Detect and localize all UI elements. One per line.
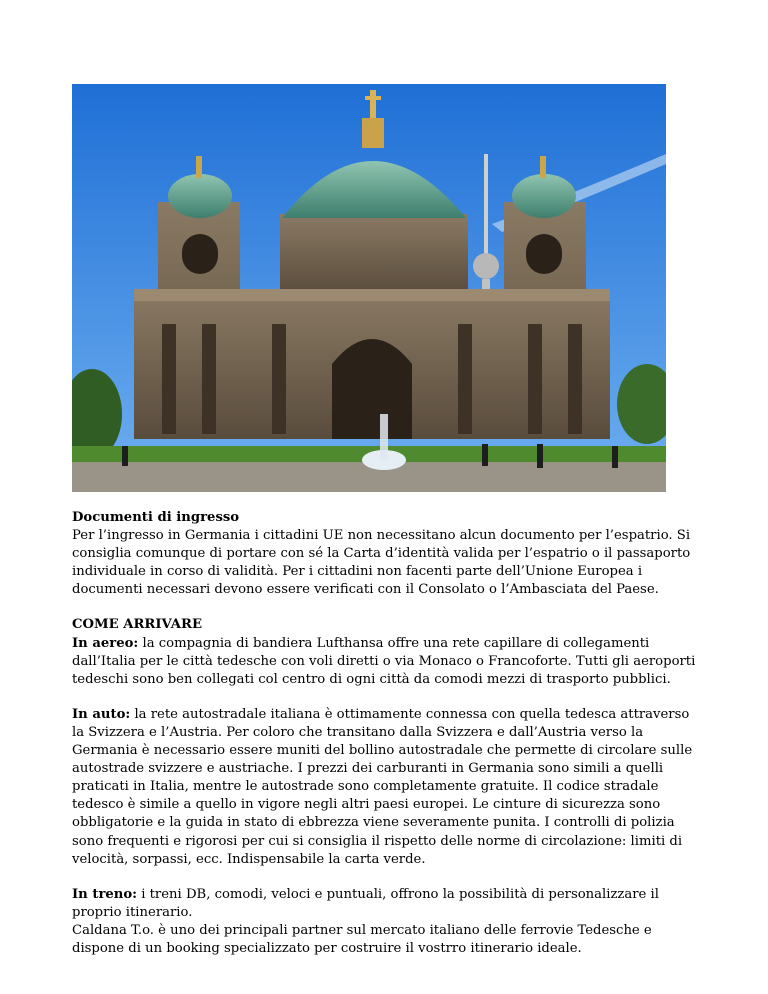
car-paragraph [72,706,702,869]
plane-text: la compagnia di bandiera Lufthansa offre una rete capillare di collegamenti dall’Italia per le città tedesche con voli diretti o via Monaco o Francoforte. Tutti gli aeroporti tedeschi sono ben collegati col centro di ogni città da comodi mezzi di trasporto pubblici. [72,635,696,687]
plane-paragraph [72,635,702,689]
arrival-train-section [72,886,702,958]
train-lead: In treno: [72,886,138,902]
documents-heading: Documenti di ingresso [72,510,240,525]
train-paragraph [72,886,702,922]
train-extra: Caldana T.o. è uno dei principali partner sul mercato italiano delle ferrovie Tedesche e dispone di un booking specializzato per costruire il vostrro itinerario ideale. [72,922,652,956]
arrival-plane-section [72,616,702,688]
train-text: i treni DB, comodi, veloci e puntuali, offrono la possibilità di personalizzare il proprio itinerario. [72,886,659,920]
plane-lead: In aereo: [72,635,139,651]
cathedral-photo [72,84,666,492]
car-lead: In auto: [72,706,131,722]
document-text [72,509,702,975]
documents-section [72,509,702,599]
arrival-car-section [72,706,702,869]
documents-body: Per l’ingresso in Germania i cittadini UE non necessitano alcun documento per l’espatrio. Si consiglia comunque di portare con sé la Carta d’identità valida per l’espatrio o il passaporto individuale in corso di validità. Per i cittadini non facenti parte dell’Unione Europea i documenti necessari devono essere verificati con il Consolato o l’Ambasciata del Paese. [72,528,691,598]
car-text: la rete autostradale italiana è ottimamente connessa con quella tedesca attraverso la Svizzera e l’Austria. Per coloro che transitano dalla Svizzera e dall’Austria verso la Germania è necessario essere muniti del bollino autostradale che permette di circolare sulle autostrade svizzere e austriache. I prezzi dei carburanti in Germania sono simili a quelli praticati in Italia, mentre le autostrade sono completamente gratuite. Il codice stradale tedesco è simile a quello in vigore negli altri paesi europei. Le cinture di sicurezza sono obbligatorie e la guida in stato di ebbrezza viene severamente punita. I controlli di polizia sono frequenti e rigorosi per cui si consiglia il rispetto delle norme di circolazione: limiti di velocità, sorpassi, ecc. Indispensabile la carta verde. [72,706,693,867]
arrival-heading: COME ARRIVARE [72,617,202,633]
